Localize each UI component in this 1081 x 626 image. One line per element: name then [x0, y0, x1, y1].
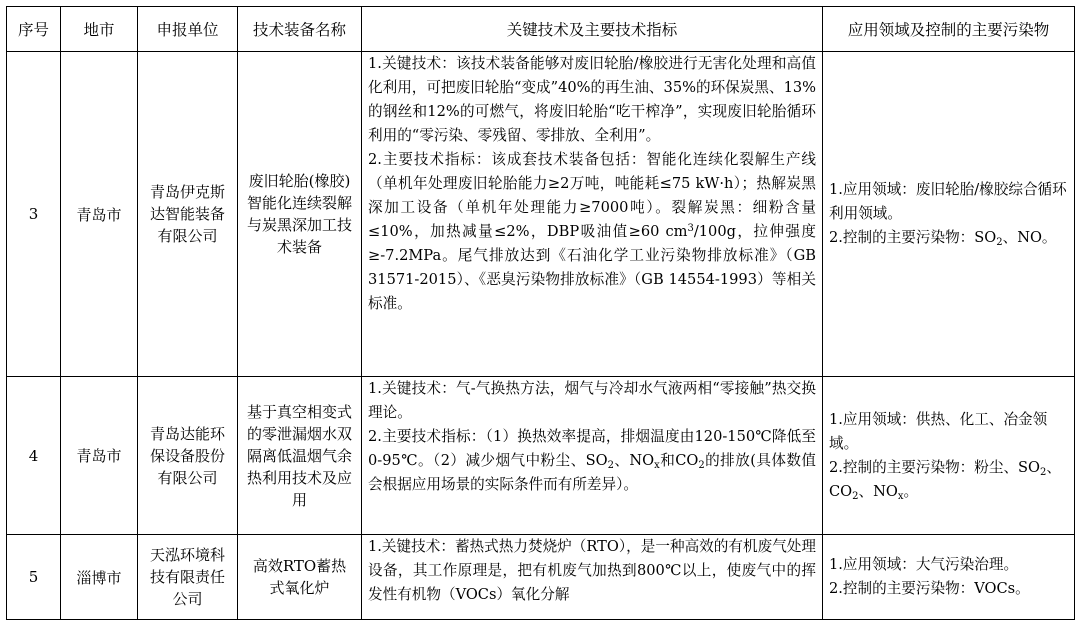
row-app — [823, 52, 1075, 377]
row-tech — [362, 52, 823, 377]
tech-indicators-text-d: 的排放(具体数值会根据应用场景的实际条件而有所差异）。 — [368, 452, 816, 493]
subscript: 2 — [698, 460, 705, 471]
app-pollutants-text-b: 、NO。 — [1002, 229, 1057, 246]
app-pollutants-text-a: 2.控制的主要污染物：粉尘、SO — [829, 458, 1041, 476]
tech-indicators-text-c: 和CO — [659, 452, 699, 469]
tech-key: 1.关键技术：蓄热式热力焚烧炉（RTO），是一种高效的有机废气处理设备，其工作原理是，把有机废气加热到800℃以上，使废气中的挥发性有机物（VOCs）氧化分解 — [368, 538, 816, 603]
header-app: 应用领域及控制的主要污染物 — [823, 7, 1075, 52]
row-unit: 青岛伊克斯达智能装备有限公司 — [138, 52, 238, 377]
pollution-tech-table — [6, 6, 1075, 620]
app-pollutants: 2.控制的主要污染物：VOCs。 — [829, 580, 1030, 597]
row-tech — [362, 535, 823, 620]
superscript: 3 — [687, 223, 694, 234]
header-unit: 申报单位 — [138, 7, 238, 52]
subscript: 2 — [607, 460, 614, 471]
row-unit: 天泓环境科技有限责任公司 — [138, 535, 238, 620]
row-seq: 4 — [7, 377, 61, 535]
app-pollutants-text-a: 2.控制的主要污染物：SO — [829, 229, 997, 246]
header-seq: 序号 — [7, 7, 61, 52]
app-pollutants-text-b: 、CO — [829, 458, 1061, 500]
tech-indicators-text-b: /100g，拉伸强度≥-7.2MPa。尾气排放达到《石油化学工业污染物排放标准》（GB 31571-2015）、《恶臭污染物排放标准》（GB 14554-1993）等相关标准。 — [368, 223, 816, 312]
row-city: 淄博市 — [61, 535, 138, 620]
tech-indicators — [368, 425, 816, 497]
row-equip: 基于真空相变式的零泄漏烟水双隔离低温烟气余热利用技术及应用 — [238, 377, 362, 535]
tech-indicators-text-a: 2.主要技术指标：该成套技术装备包括：智能化连续化裂解生产线（单机年处理废旧轮胎能力≥2万吨，吨能耗≤75 kW·h）；热解炭黑深加工设备（单机年处理能力≥7000吨）。裂解炭黑：细粉含量≤10%，加热减量≤2%，DBP吸油值≥60 cm — [368, 151, 816, 240]
app-field: 1.应用领域：废旧轮胎/橡胶综合循环利用领域。 — [829, 181, 1067, 222]
tech-key: 1.关键技术：气-气换热方法，烟气与冷却水气液两相“零接触”热交换理论。 — [368, 380, 816, 421]
row-equip: 高效RTO蓄热式氧化炉 — [238, 535, 362, 620]
app-pollutants-text-c: 、NO — [858, 482, 898, 500]
app-field: 1.应用领域：供热、化工、冶金领域。 — [829, 410, 1048, 452]
header-row — [7, 7, 1075, 52]
subscript: x — [654, 460, 660, 471]
row-seq: 3 — [7, 52, 61, 377]
table-row — [7, 52, 1075, 377]
header-equip: 技术装备名称 — [238, 7, 362, 52]
tech-clip — [368, 535, 816, 619]
subscript: 2 — [852, 490, 859, 502]
header-tech: 关键技术及主要技术指标 — [362, 7, 823, 52]
row-unit: 青岛达能环保设备股份有限公司 — [138, 377, 238, 535]
table-row — [7, 377, 1075, 535]
subscript: x — [897, 490, 904, 502]
tech-key: 1.关键技术：该技术装备能够对废旧轮胎/橡胶进行无害化处理和高值化利用，可把废旧轮胎“变成”40%的再生油、35%的环保炭黑、13%的钢丝和12%的可燃气，将废旧轮胎“吃干榨净”，实现废旧轮胎循环利用的“零污染、零残留、零排放、全利用”。 — [368, 55, 816, 144]
row-app — [823, 535, 1075, 620]
app-pollutants-text-d: 。 — [903, 482, 919, 500]
row-tech — [362, 377, 823, 535]
row-equip: 废旧轮胎(橡胶)智能化连续裂解与炭黑深加工技术装备 — [238, 52, 362, 377]
table-row — [7, 535, 1075, 620]
subscript: 2 — [1040, 466, 1047, 478]
row-city: 青岛市 — [61, 377, 138, 535]
app-field: 1.应用领域：大气污染治理。 — [829, 556, 1019, 573]
app-pollutants — [829, 226, 1068, 250]
row-city: 青岛市 — [61, 52, 138, 377]
subscript: 2 — [996, 237, 1003, 248]
header-city: 地市 — [61, 7, 138, 52]
row-app — [823, 377, 1075, 535]
row-seq: 5 — [7, 535, 61, 620]
tech-indicators — [368, 148, 816, 316]
tech-indicators-text-a: 2.主要技术指标：（1）换热效率提高，排烟温度由120-150℃降低至0-95℃。（2）减少烟气中粉尘、SO — [368, 428, 816, 469]
app-pollutants — [829, 456, 1068, 504]
tech-indicators-text-b: 、NO — [613, 452, 655, 469]
